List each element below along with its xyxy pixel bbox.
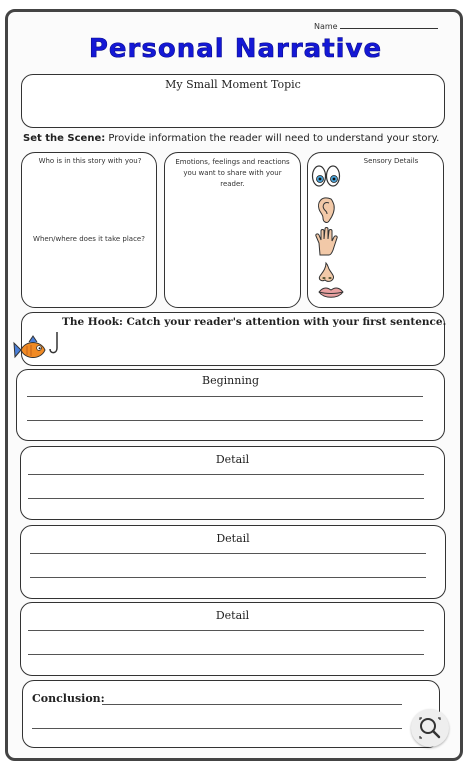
detail-box-2[interactable] bbox=[20, 525, 446, 599]
writing-line bbox=[30, 553, 426, 554]
scene-heading bbox=[23, 133, 439, 144]
detail-box-1[interactable] bbox=[20, 446, 445, 520]
hand-icon bbox=[313, 227, 339, 257]
name-field[interactable] bbox=[314, 22, 438, 31]
eyes-icon bbox=[311, 163, 341, 189]
where-prompt: When/where does it take place? bbox=[33, 235, 145, 243]
writing-line bbox=[30, 577, 426, 578]
lips-icon bbox=[317, 285, 345, 301]
topic-box[interactable] bbox=[21, 74, 445, 128]
writing-line bbox=[27, 420, 423, 421]
detail-box-3[interactable] bbox=[20, 602, 445, 676]
zoom-search-icon bbox=[411, 709, 449, 747]
writing-line bbox=[28, 474, 424, 475]
writing-line bbox=[28, 630, 424, 631]
zoom-button[interactable] bbox=[411, 709, 449, 747]
beginning-box[interactable] bbox=[16, 369, 445, 441]
hook-text: The Hook: Catch your reader's attention with your first sentence. bbox=[62, 316, 447, 328]
who-where-box[interactable] bbox=[21, 152, 157, 308]
beginning-label: Beginning bbox=[202, 374, 259, 387]
writing-line bbox=[32, 728, 402, 729]
topic-label: My Small Moment Topic bbox=[165, 78, 301, 91]
who-prompt: Who is in this story with you? bbox=[38, 157, 142, 165]
sensory-label: Sensory Details bbox=[363, 157, 419, 165]
writing-line bbox=[27, 396, 423, 397]
scene-heading-bold: Set the Scene: bbox=[23, 133, 106, 144]
ear-icon bbox=[315, 195, 337, 225]
scene-heading-text: Provide information the reader will need to understand your story. bbox=[105, 133, 440, 144]
writing-line bbox=[102, 704, 402, 705]
name-blank-line[interactable] bbox=[340, 28, 438, 29]
emotions-box[interactable] bbox=[164, 152, 301, 308]
conclusion-box[interactable] bbox=[22, 680, 440, 748]
detail-label-3: Detail bbox=[215, 609, 250, 622]
conclusion-label: Conclusion: bbox=[32, 692, 105, 705]
detail-label-2: Detail bbox=[216, 532, 250, 545]
writing-line bbox=[28, 498, 424, 499]
emotions-prompt: Emotions, feelings and reactions you want to share with your reader. bbox=[175, 158, 290, 188]
fish-hook-icon bbox=[13, 330, 63, 364]
page-title: Personal Narrative bbox=[88, 34, 383, 64]
nose-icon bbox=[316, 261, 338, 283]
writing-line bbox=[28, 654, 424, 655]
name-label: Name bbox=[314, 22, 338, 31]
detail-label-1: Detail bbox=[215, 453, 250, 466]
